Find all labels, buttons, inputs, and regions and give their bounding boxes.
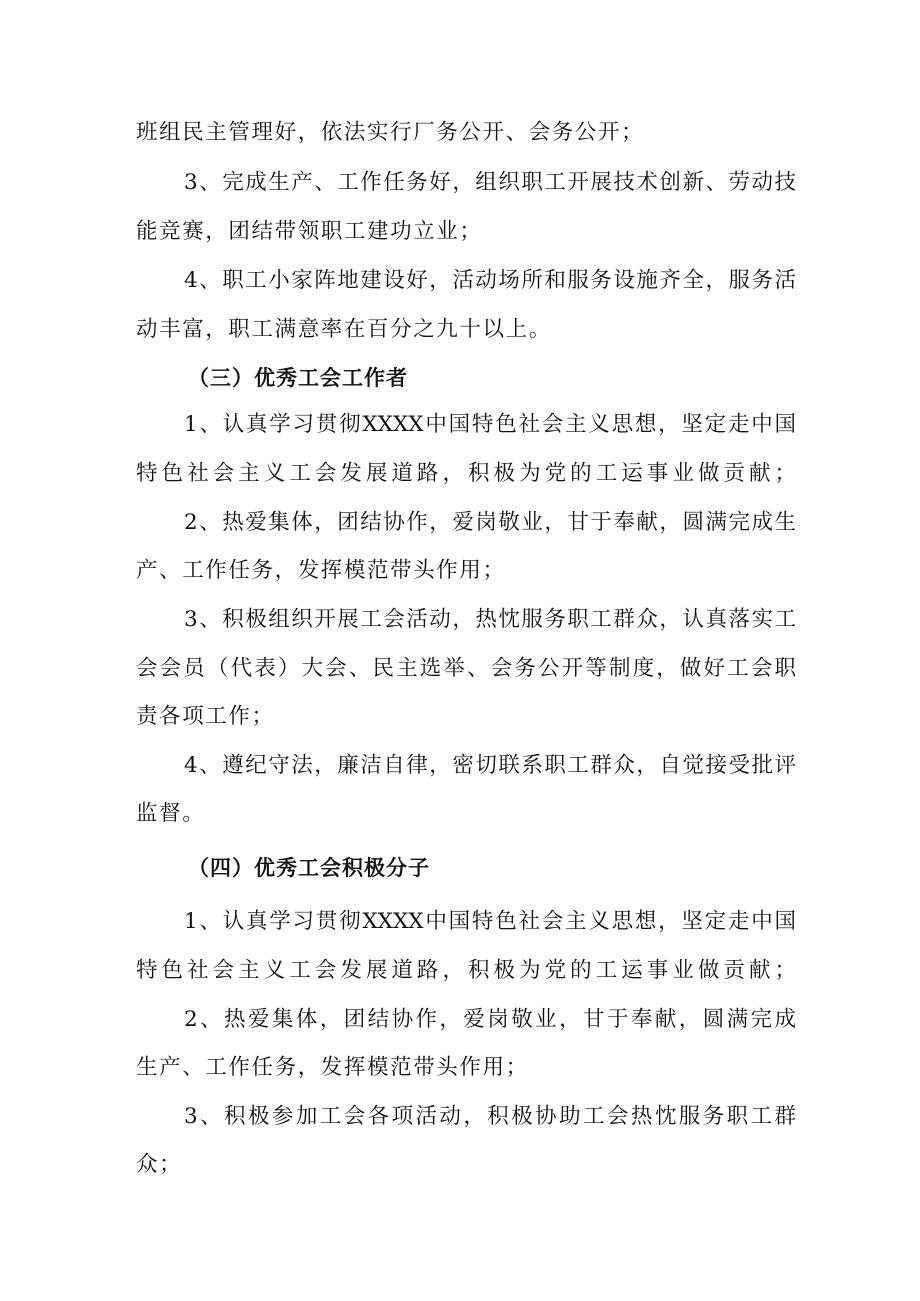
paragraph-line: 能竞赛，团结带领职工建功立业； [136,219,483,244]
list-item-line: 3、积极参加工会各项活动，积极协助工会热忱服务职工群 [184,1104,796,1129]
list-item-line: 1、认真学习贯彻XXXX中国特色社会主义思想，坚定走中国 [184,909,796,934]
paragraph-line: 众； [136,1152,183,1177]
paragraph-line: 会会员（代表）大会、民主选举、会务公开等制度，做好工会职 [136,656,796,681]
section-heading: （三）优秀工会工作者 [188,366,408,390]
paragraph-line: 动丰富，职工满意率在百分之九十以上。 [136,317,552,342]
list-item-line: 4、遵纪守法，廉洁自律，密切联系职工群众，自觉接受批评 [184,753,796,778]
paragraph-line: 特色社会主义工会发展道路，积极为党的工运事业做贡献； [136,461,796,486]
list-item-line: 2、热爱集体，团结协作，爱岗敬业，甘于奉献，圆满完成生 [184,510,796,535]
list-item-line: 4、职工小家阵地建设好，活动场所和服务设施齐全，服务活 [184,268,796,293]
list-item-line: 1、认真学习贯彻XXXX中国特色社会主义思想，坚定走中国 [184,412,796,437]
paragraph-line: 班组民主管理好，依法实行厂务公开、会务公开； [136,120,645,145]
section-heading: （四）优秀工会积极分子 [188,856,430,880]
list-item-line: 2、热爱集体，团结协作，爱岗敬业，甘于奉献，圆满完成 [184,1007,796,1032]
paragraph-line: 生产、工作任务，发挥模范带头作用； [136,1055,529,1080]
paragraph-line: 责各项工作； [136,704,275,729]
list-item-line: 3、积极组织开展工会活动，热忱服务职工群众，认真落实工 [184,607,796,632]
paragraph-line: 监督。 [136,801,206,826]
paragraph-line: 特色社会主义工会发展道路，积极为党的工运事业做贡献； [136,958,796,983]
list-item-line: 3、完成生产、工作任务好，组织职工开展技术创新、劳动技 [184,170,796,195]
paragraph-line: 产、工作任务，发挥模范带头作用； [136,558,506,583]
